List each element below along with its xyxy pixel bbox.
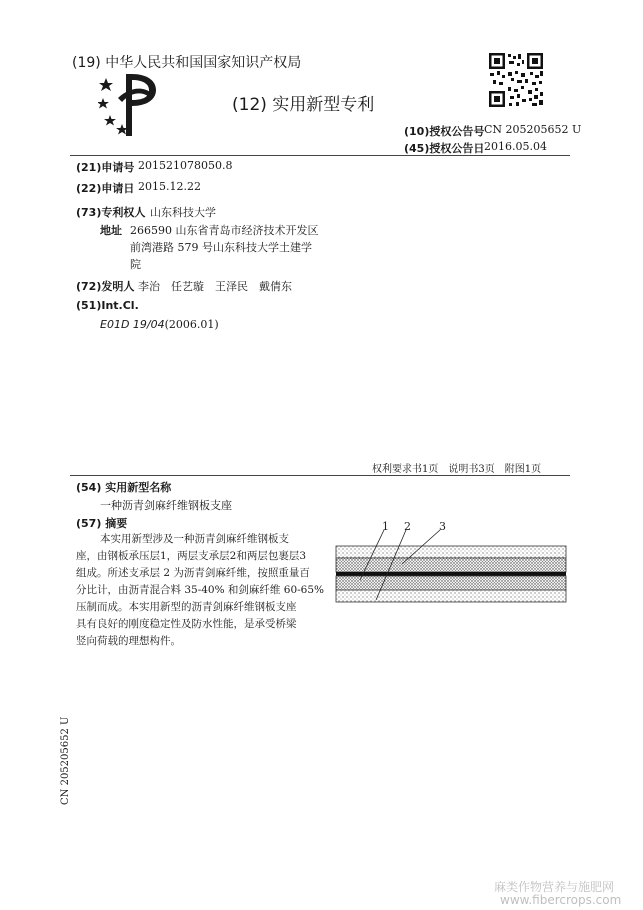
header-rule xyxy=(70,155,570,156)
title-label: (54) 实用新型名称 xyxy=(76,481,172,494)
abstract-line: 具有良好的刚度稳定性及防水性能，是承受桥梁 xyxy=(76,618,297,630)
publication-number-label: (10)授权公告号 xyxy=(404,125,485,138)
inventors: 李治 任艺璇 王泽民 戴倩东 xyxy=(138,280,292,293)
application-number: 201521078050.8 xyxy=(138,159,233,172)
publication-date-label: (45)授权公告日 xyxy=(404,142,485,155)
patentee-label: (73)专利权人 xyxy=(76,206,146,219)
document-type: (12) 实用新型专利 xyxy=(232,95,375,115)
address-line: 前湾港路 579 号山东科技大学土建学 xyxy=(130,241,312,254)
watermark-chinese: 麻类作物营养与施肥网 xyxy=(494,880,615,894)
abstract-label: (57) 摘要 xyxy=(76,517,128,530)
address-label: 地址 xyxy=(100,224,122,237)
layer-support-top xyxy=(336,558,566,572)
abstract-line: 分比计，由沥青混合料 35-40% 和剑麻纤维 60-65% xyxy=(76,584,325,596)
publication-date: 2016.05.04 xyxy=(484,140,547,153)
abstract-line: 本实用新型涉及一种沥青剑麻纤维钢板支 xyxy=(100,533,289,545)
application-number-label: (21)申请号 xyxy=(76,161,135,174)
publication-number: CN 205205652 U xyxy=(484,123,582,136)
inventor-label: (72)发明人 xyxy=(76,280,135,293)
layer-outer-top xyxy=(336,546,566,558)
ipc-label: (51)Int.Cl. xyxy=(76,299,139,312)
side-publication-number: CN 205205652 U xyxy=(60,716,71,805)
patentee: 山东科技大学 xyxy=(150,206,216,219)
page-counts: 权利要求书1页 说明书3页 附图1页 xyxy=(372,464,542,475)
application-date: 2015.12.22 xyxy=(138,180,201,193)
figure-label-1: 1 xyxy=(382,520,389,533)
qr-code xyxy=(488,52,544,108)
abstract-line: 竖向荷载的理想构件。 xyxy=(76,635,181,647)
address-line: 院 xyxy=(130,258,141,271)
abstract-line: 座，由钢板承压层1，两层支承层2和两层包裹层3 xyxy=(76,550,307,562)
address-line: 266590 山东省青岛市经济技术开发区 xyxy=(130,224,319,237)
figure-label-3: 3 xyxy=(439,520,446,533)
abstract-line: 压制而成。本实用新型的沥青剑麻纤维钢板支座 xyxy=(76,601,297,613)
ipc-code: E01D 19/04 xyxy=(100,318,165,331)
utility-model-title: 一种沥青剑麻纤维钢板支座 xyxy=(100,499,232,512)
ipc-entry xyxy=(100,318,219,331)
watermark-url: www.fibercrops.com xyxy=(500,893,622,907)
layer-outer-bottom xyxy=(336,590,566,602)
layer-support-bottom xyxy=(336,576,566,590)
ipc-version: (2006.01) xyxy=(164,318,219,331)
office-name: (19) 中华人民共和国国家知识产权局 xyxy=(72,55,302,71)
section-rule xyxy=(70,475,570,476)
bearing-cross-section-figure xyxy=(330,520,570,620)
layer-steel-plate xyxy=(336,572,566,576)
cnipa-emblem-logo xyxy=(98,70,160,140)
figure-label-2: 2 xyxy=(404,520,411,533)
application-date-label: (22)申请日 xyxy=(76,182,135,195)
abstract-line: 组成。所述支承层 2 为沥青剑麻纤维，按照重量百 xyxy=(76,567,310,579)
